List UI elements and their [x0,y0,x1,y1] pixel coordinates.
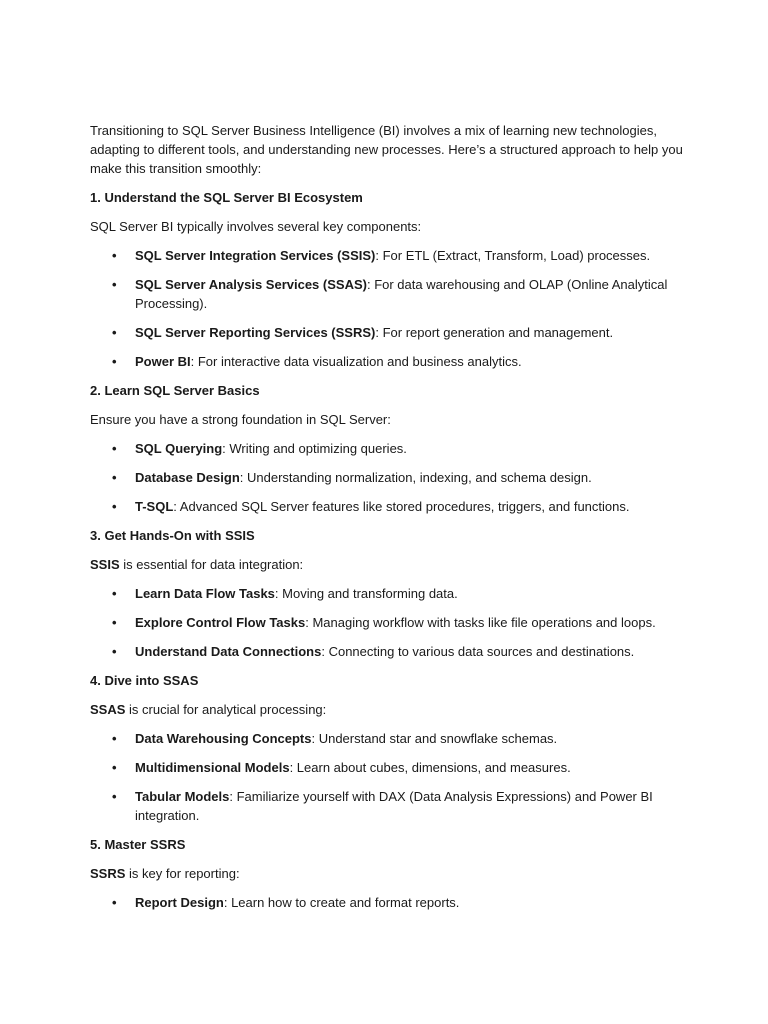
list-item [90,613,690,632]
bullet-list [90,584,690,661]
list-item-description: : For ETL (Extract, Transform, Load) processes. [375,248,651,263]
bullet-list [90,729,690,825]
list-item [90,468,690,487]
list-item [90,275,690,313]
section-lead-text: is key for reporting: [125,866,240,881]
section-heading: 1. Understand the SQL Server BI Ecosystem [90,190,363,205]
list-item-description: : Understand star and snowflake schemas. [311,731,558,746]
intro-paragraph: Transitioning to SQL Server Business Intelligence (BI) involves a mix of learning new technologies, adapting to different tools, and understanding new processes. Here’s a structured approach to help you make this transition smoothly: [90,123,683,176]
list-item [90,729,690,748]
section-lead [90,555,690,574]
section-heading: 2. Learn SQL Server Basics [90,383,260,398]
list-item-term: Tabular Models [135,789,230,804]
section-lead [90,864,690,883]
list-item [90,497,690,516]
list-item-description: : Writing and optimizing queries. [222,441,407,456]
list-item-term: Understand Data Connections [135,644,322,659]
list-item-term: SQL Server Integration Services (SSIS) [135,248,376,263]
list-item [90,439,690,458]
list-item [90,246,690,265]
list-item-description: : Moving and transforming data. [274,586,458,601]
section-heading: 3. Get Hands-On with SSIS [90,528,255,543]
section-heading: 5. Master SSRS [90,837,186,852]
list-item-description: : For data warehousing and OLAP (Online Analytical Processing). [135,277,668,311]
bullet-list [90,439,690,516]
list-item-description: : Connecting to various data sources and destinations. [321,644,635,659]
list-item-description: : Familiarize yourself with DAX (Data Analysis Expressions) and Power BI integration. [135,789,653,823]
section-lead-text: is essential for data integration: [119,557,304,572]
list-item-term: Multidimensional Models [135,760,290,775]
list-item-description: : Advanced SQL Server features like stored procedures, triggers, and functions. [173,499,630,514]
list-item-term: Power BI [135,354,191,369]
list-item-term: SQL Server Analysis Services (SSAS) [135,277,367,292]
list-item-term: T-SQL [135,499,174,514]
list-item-description: : Understanding normalization, indexing, and schema design. [239,470,592,485]
section-lead [90,410,690,429]
section-lead-term: SSAS [90,702,126,717]
list-item-description: : For interactive data visualization and business analytics. [190,354,522,369]
list-item [90,893,690,912]
list-item-term: SQL Server Reporting Services (SSRS) [135,325,376,340]
list-item-description: : Learn how to create and format reports. [223,895,460,910]
list-item-term: SQL Querying [135,441,223,456]
list-item [90,323,690,342]
sections [90,188,690,912]
bullet-list [90,246,690,371]
list-item-term: Explore Control Flow Tasks [135,615,306,630]
document-body [90,121,690,922]
list-item-term: Report Design [135,895,224,910]
list-item [90,787,690,825]
list-item-term: Database Design [135,470,240,485]
list-item-description: : For report generation and management. [375,325,614,340]
list-item [90,584,690,603]
list-item [90,352,690,371]
section-lead-term: SSRS [90,866,126,881]
list-item-term: Learn Data Flow Tasks [135,586,275,601]
section-lead [90,217,690,236]
section-lead-text: SQL Server BI typically involves several key components: [90,219,422,234]
list-item-description: : Learn about cubes, dimensions, and measures. [289,760,571,775]
bullet-list [90,893,690,912]
section-lead-text: is crucial for analytical processing: [125,702,327,717]
section-lead-term: SSIS [90,557,120,572]
list-item-description: : Managing workflow with tasks like file operations and loops. [305,615,656,630]
list-item [90,758,690,777]
section-lead [90,700,690,719]
section-heading: 4. Dive into SSAS [90,673,199,688]
list-item [90,642,690,661]
list-item-term: Data Warehousing Concepts [135,731,312,746]
section-lead-text: Ensure you have a strong foundation in SQL Server: [90,412,391,427]
